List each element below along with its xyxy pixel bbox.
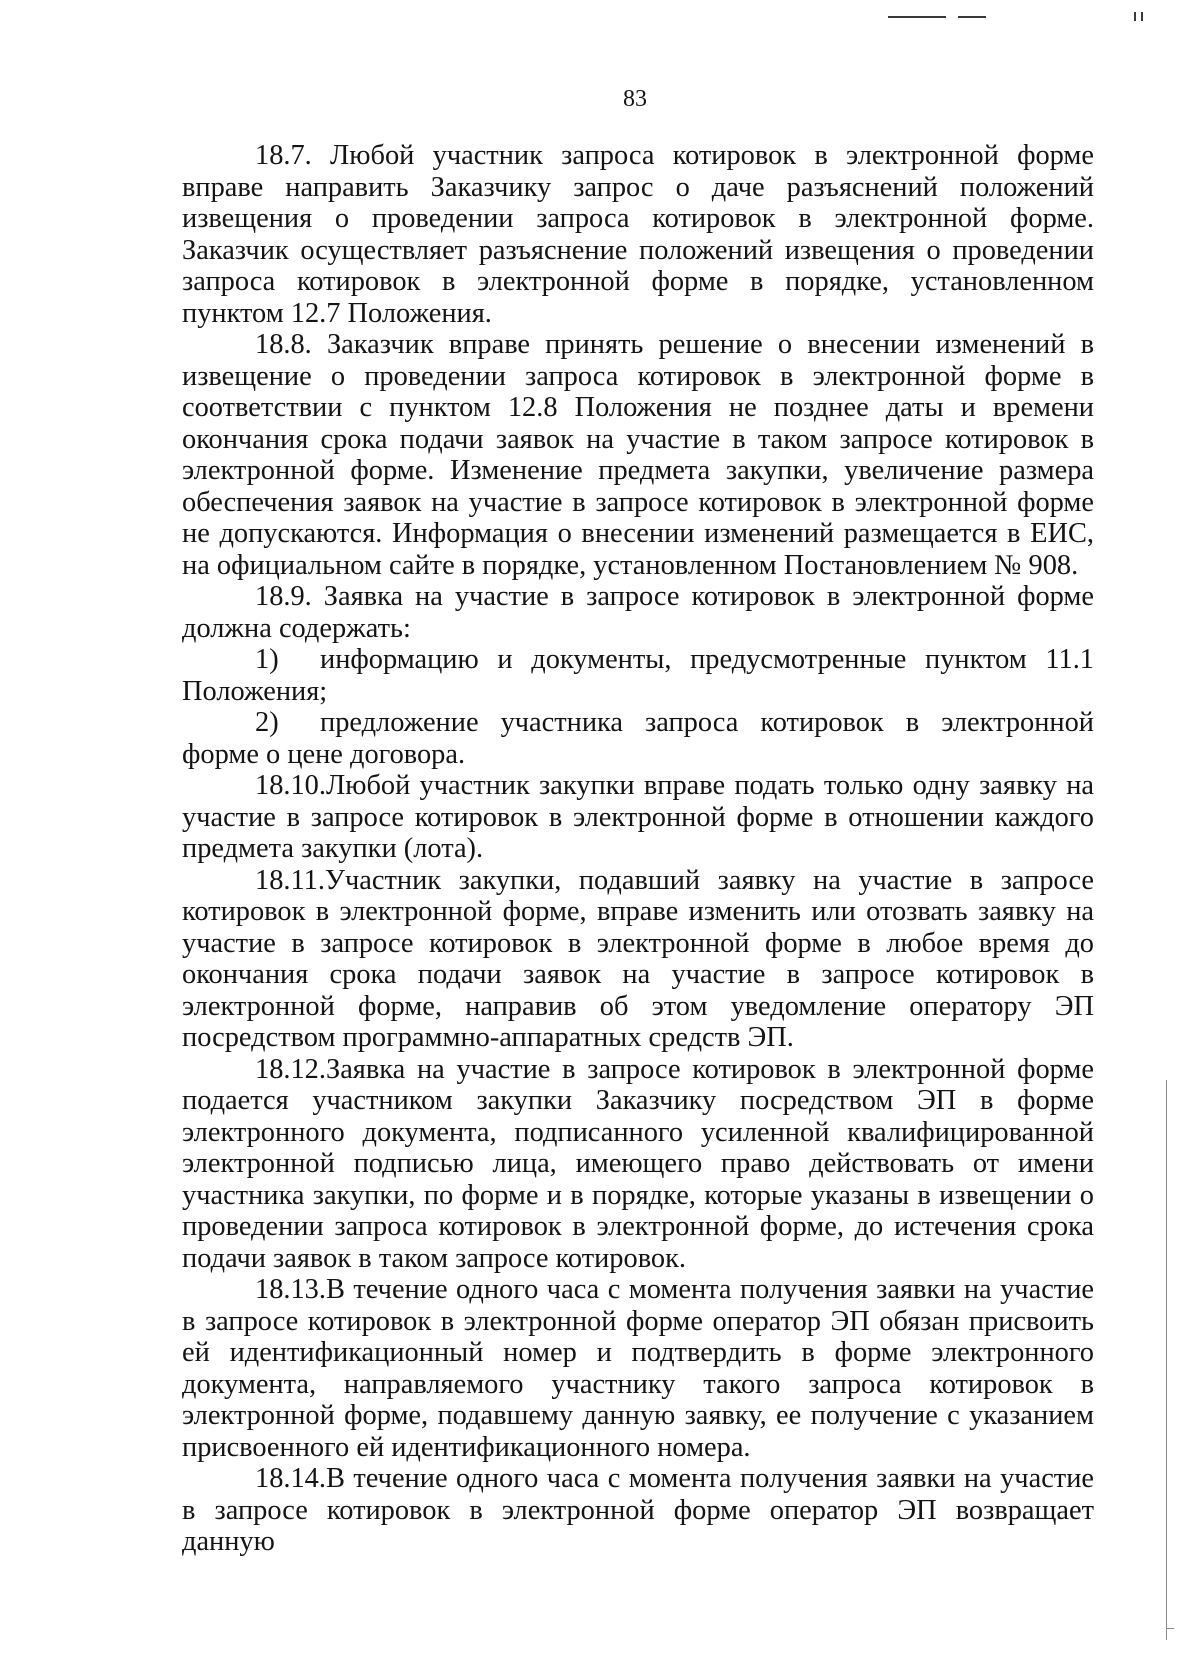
scan-artifact xyxy=(1134,12,1136,21)
paragraph-18-8: 18.8. Заказчик вправе принять решение о внесении изменений в извещение о проведении запроса котировок в электронной форме в соответствии с пунктом 12.8 Положения не позднее даты и времени окончания срока подачи заявок на участие в таком запросе котировок в электронной форме. Изменение предмета закупки, увеличение размера обеспечения заявок на участие в запросе котировок в электронной форме не допускаются. Информация о внесении изменений размещается в ЕИС, на официальном сайте в порядке, установленном Постановлением № 908. xyxy=(182,329,1094,581)
list-item-1 xyxy=(182,644,1094,707)
list-item-text: информацию и документы, предусмотренные пунктом 11.1 Положения; xyxy=(182,644,1094,707)
scan-edge-line xyxy=(1166,1628,1174,1629)
paragraph-18-10: 18.10.Любой участник закупки вправе подать только одну заявку на участие в запросе котировок в электронной форме в отношении каждого предмета закупки (лота). xyxy=(182,770,1094,864)
document-body xyxy=(182,140,1094,1558)
paragraph-18-7: 18.7. Любой участник запроса котировок в электронной форме вправе направить Заказчику запрос о даче разъяснений положений извещения о проведении запроса котировок в электронной форме. Заказчик осуществляет разъяснение положений извещения о проведении запроса котировок в электронной форме в порядке, установленном пунктом 12.7 Положения. xyxy=(182,140,1094,329)
list-item-text: предложение участника запроса котировок в электронной форме о цене договора. xyxy=(182,707,1094,770)
page-number: 83 xyxy=(623,86,647,112)
paragraph-18-13: 18.13.В течение одного часа с момента получения заявки на участие в запросе котировок в электронной форме оператор ЭП обязан присвоить ей идентификационный номер и подтвердить в форме электронного документа, направляемого участнику такого запроса котировок в электронной форме, подавшему данную заявку, ее получение с указанием присвоенного ей идентификационного номера. xyxy=(182,1274,1094,1463)
scan-artifact xyxy=(1141,12,1143,21)
paragraph-18-9: 18.9. Заявка на участие в запросе котировок в электронной форме должна содержать: xyxy=(182,581,1094,644)
list-item-2 xyxy=(182,707,1094,770)
list-item-number: 2) xyxy=(255,707,279,738)
paragraph-18-12: 18.12.Заявка на участие в запросе котировок в электронной форме подается участником закупки Заказчику посредством ЭП в форме электронного документа, подписанного усиленной квалифицированной электронной подписью лица, имеющего право действовать от имени участника закупки, по форме и в порядке, которые указаны в извещении о проведении запроса котировок в электронной форме, до истечения срока подачи заявок в таком запросе котировок. xyxy=(182,1053,1094,1274)
scan-artifact xyxy=(958,16,986,18)
scan-artifact xyxy=(888,16,946,18)
list-item-number: 1) xyxy=(255,644,279,675)
scan-edge-line xyxy=(1166,1080,1167,1640)
paragraph-18-11: 18.11.Участник закупки, подавший заявку на участие в запросе котировок в электронной форме, вправе изменить или отозвать заявку на участие в запросе котировок в электронной форме в любое время до окончания срока подачи заявок на участие в запросе котировок в электронной форме, направив об этом уведомление оператору ЭП посредством программно-аппаратных средств ЭП. xyxy=(182,864,1094,1053)
paragraph-18-14: 18.14.В течение одного часа с момента получения заявки на участие в запросе котировок в электронной форме оператор ЭП возвращает данную xyxy=(182,1463,1094,1557)
